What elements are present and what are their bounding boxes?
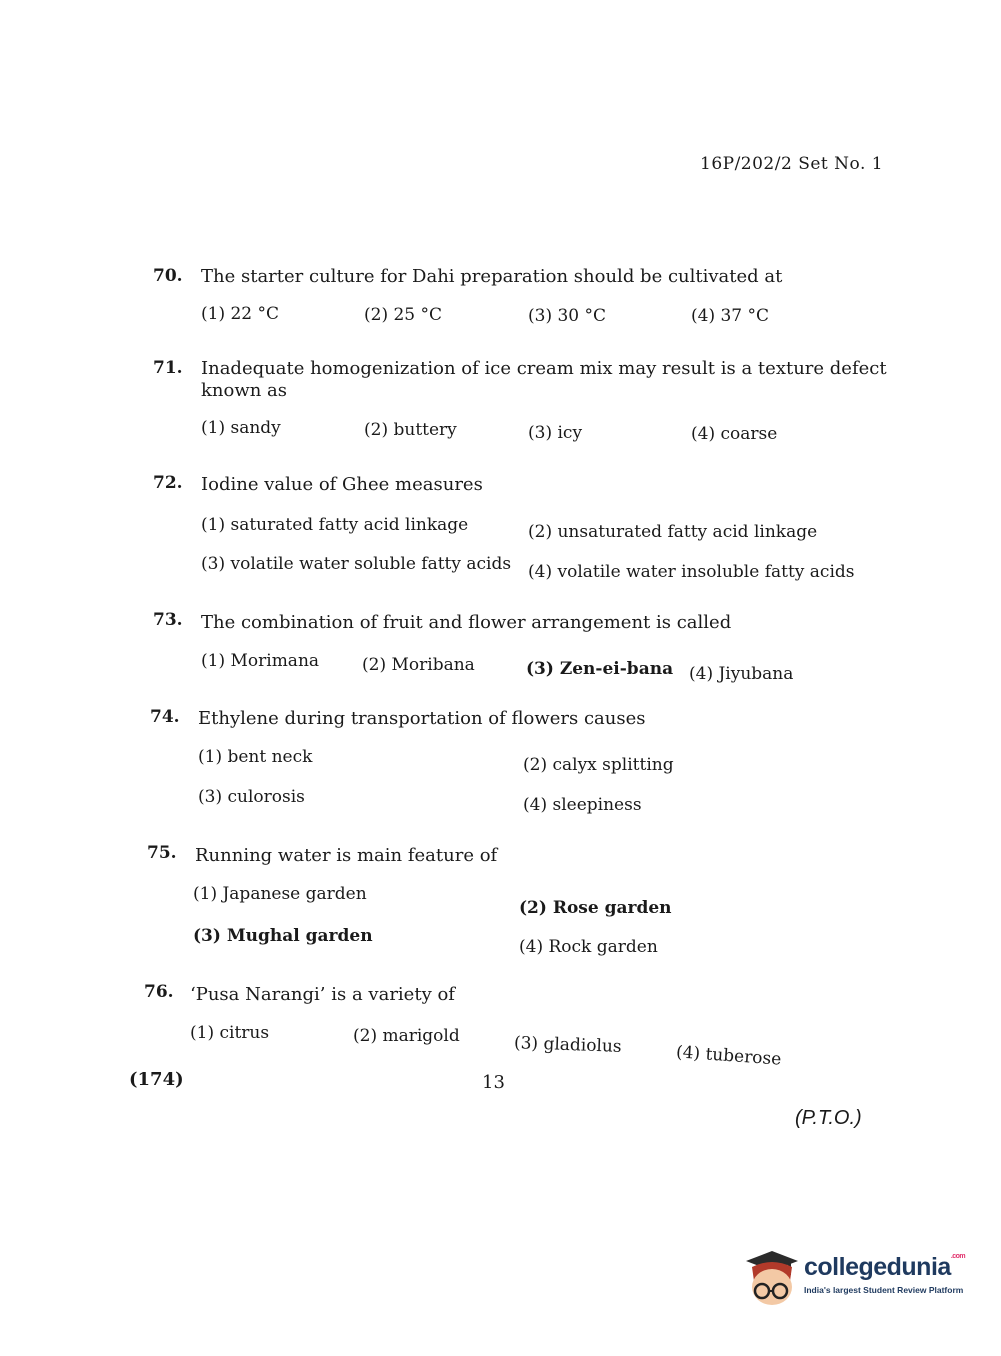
question-number: 70.	[153, 266, 183, 286]
question-text: Ethylene during transportation of flowers causes	[198, 708, 646, 729]
mascot-icon	[742, 1247, 800, 1315]
option-1: (1) Japanese garden	[193, 884, 367, 904]
question-number: 75.	[147, 843, 177, 863]
option-3: (3) Zen-ei-bana	[526, 659, 674, 679]
option-4: (4) tuberose	[675, 1042, 782, 1070]
option-4: (4) sleepiness	[523, 795, 642, 815]
option-1: (1) 22 °C	[201, 304, 280, 324]
option-1: (1) citrus	[190, 1023, 270, 1043]
question-text: Iodine value of Ghee measures	[201, 474, 483, 495]
pto-label: (P.T.O.)	[795, 1107, 862, 1129]
option-3: (3) Mughal garden	[193, 926, 373, 946]
option-2: (2) Moribana	[362, 655, 475, 675]
question-text: Running water is main feature of	[195, 845, 498, 866]
option-1: (1) Morimana	[201, 651, 320, 671]
option-1: (1) saturated fatty acid linkage	[201, 515, 469, 535]
option-4: (4) coarse	[691, 424, 778, 444]
logo-tagline: India's largest Student Review Platform	[804, 1285, 964, 1295]
question-number: 73.	[153, 610, 183, 630]
option-3: (3) gladiolus	[513, 1033, 622, 1057]
question-number: 72.	[153, 473, 183, 493]
option-1: (1) sandy	[201, 418, 281, 438]
question-number: 76.	[144, 982, 174, 1002]
page-number: 13	[482, 1072, 505, 1093]
option-3: (3) culorosis	[198, 787, 305, 807]
option-3: (3) icy	[528, 423, 583, 443]
option-3: (3) volatile water soluble fatty acids	[201, 554, 512, 574]
question-text: The starter culture for Dahi preparation should be cultivated at	[201, 266, 783, 287]
paper-code: 16P/202/2 Set No. 1	[700, 154, 884, 174]
booklet-code: (174)	[129, 1069, 184, 1090]
question-text-line-1: Inadequate homogenization of ice cream mix may result is a texture defect	[201, 358, 887, 379]
option-1: (1) bent neck	[198, 747, 313, 767]
question-number: 74.	[150, 707, 180, 727]
logo-com: .com	[950, 1253, 966, 1260]
option-4: (4) 37 °C	[691, 306, 770, 326]
option-2: (2) unsaturated fatty acid linkage	[528, 522, 818, 542]
option-3: (3) 30 °C	[528, 306, 607, 326]
question-number: 71.	[153, 358, 183, 378]
question-text: The combination of fruit and flower arrangement is called	[201, 612, 732, 633]
option-2: (2) Rose garden	[519, 898, 672, 918]
logo-wordmark: collegedunia	[804, 1253, 951, 1281]
option-4: (4) Jiyubana	[689, 664, 794, 684]
question-text: ‘Pusa Narangi’ is a variety of	[190, 984, 455, 1005]
option-2: (2) buttery	[364, 420, 457, 440]
option-4: (4) Rock garden	[519, 937, 658, 957]
option-2: (2) 25 °C	[364, 305, 443, 325]
option-4: (4) volatile water insoluble fatty acids	[528, 562, 855, 582]
option-2: (2) marigold	[353, 1026, 460, 1046]
collegedunia-logo	[742, 1247, 972, 1315]
question-text-line-2: known as	[201, 380, 288, 401]
option-2: (2) calyx splitting	[523, 755, 674, 775]
